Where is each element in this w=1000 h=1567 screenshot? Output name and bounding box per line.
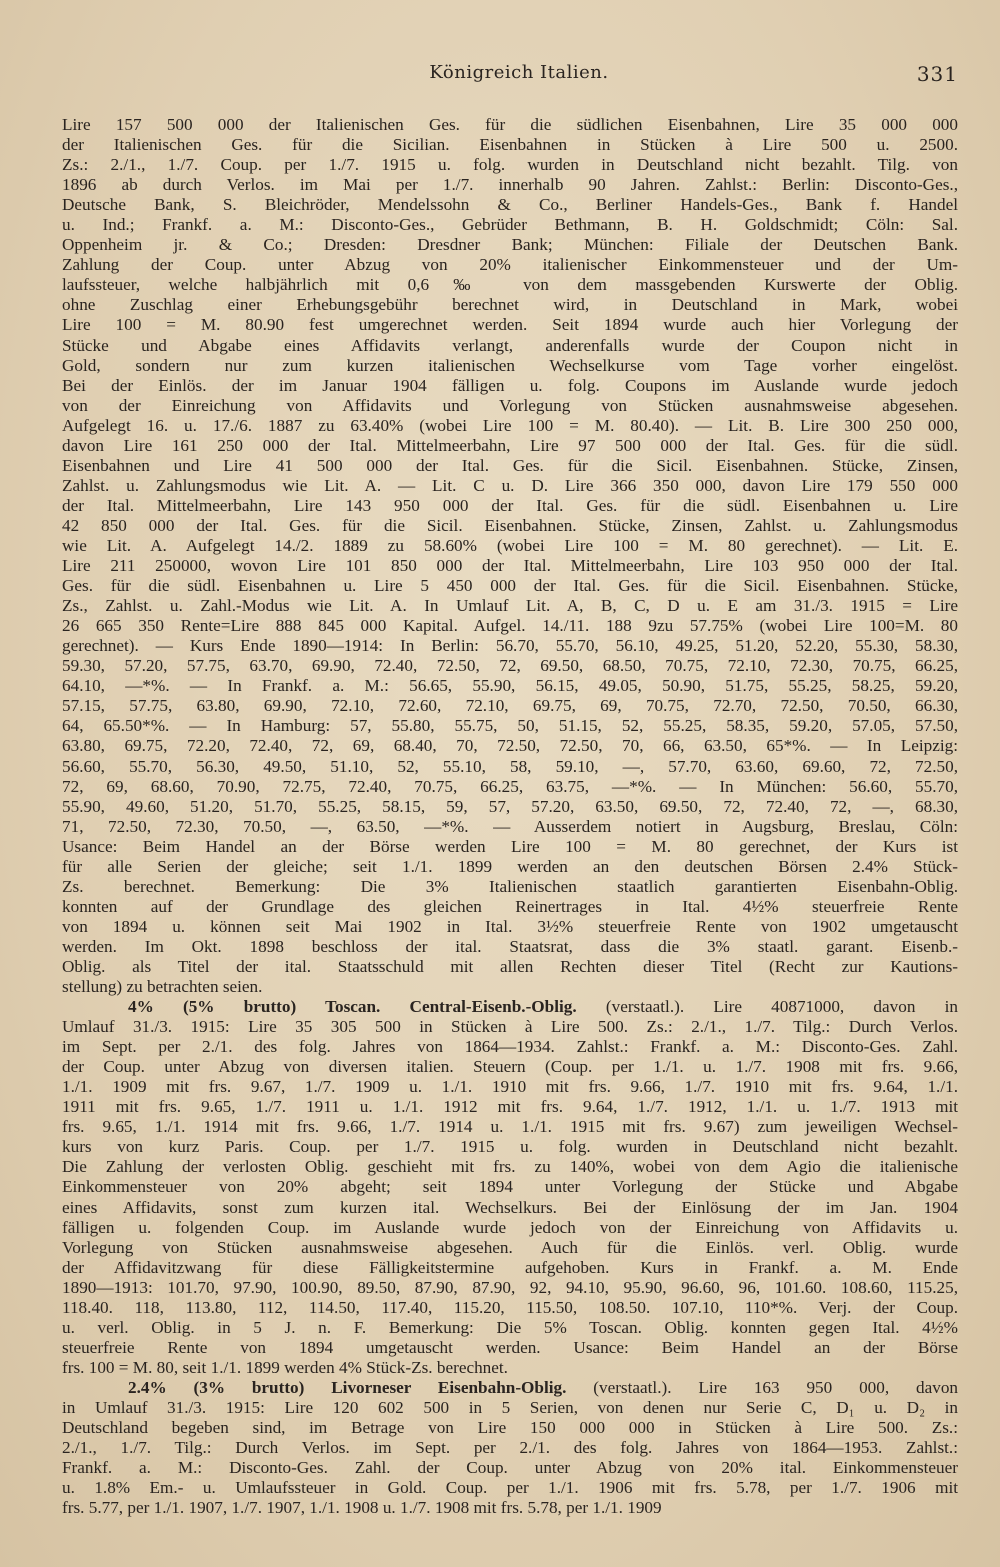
text-line: 64.10, —*%. — In Frankf. a. M.: 56.65, 55.90, 56.15, 49.05, 50.90, 51.75, 55.25, 58.25, 59.20, — [62, 676, 958, 696]
text-line: 63.80, 69.75, 72.20, 72.40, 72, 69, 68.40, 70, 72.50, 72.50, 70, 66, 63.50, 65*%. — In Leipzig: — [62, 736, 958, 756]
text-line: frs. 9.65, 1./1. 1914 mit frs. 9.66, 1./7. 1914 u. 1./1. 1915 mit frs. 9.67) zum jeweiligen Wechsel- — [62, 1117, 958, 1137]
running-title: Königreich Italien. — [429, 62, 609, 83]
text-line: 71, 72.50, 72.30, 70.50, —, 63.50, —*%. — Ausserdem notiert in Augsburg, Breslau, Cöln: — [62, 816, 958, 836]
text-line: Frankf. a. M.: Disconto-Ges. Zahl. der Coup. unter Abzug von 20% ital. Einkommensteuer — [62, 1458, 958, 1478]
page-number: 331 — [916, 62, 958, 86]
text-line: fälligen u. folgenden Coup. im Auslande wurde jedoch von der Einreichung von Affidavits u. — [62, 1217, 958, 1237]
text-line: 1896 ab durch Verlos. im Mai per 1./7. innerhalb 90 Jahren. Zahlst.: Berlin: Disconto-Ges., — [62, 175, 958, 195]
text-line: in Umlauf 31./3. 1915: Lire 120 602 500 in 5 Serien, von denen nur Serie C, D₁ u. D₂ in — [62, 1398, 958, 1417]
text-line: Die Zahlung der verlosten Oblig. geschieht mit frs. zu 140%, wobei von dem Agio die italienische — [62, 1157, 958, 1177]
text-line: davon Lire 161 250 000 der Ital. Mittelmeerbahn, Lire 97 500 000 der Ital. Ges. für die südl. — [62, 435, 958, 455]
text-line: Zahlung der Coup. unter Abzug von 20% italienischer Einkommensteuer und der Um- — [62, 255, 958, 275]
text-line: Vorlegung von Stücken ausnahmsweise abgesehen. Auch für die Einlös. verl. Oblig. wurde — [62, 1237, 958, 1257]
text-line: kurs von kurz Paris. Coup. per 1./7. 1915 u. folg. wurden in Deutschland nicht bezahlt. — [62, 1137, 958, 1157]
text-line: der Coup. unter Abzug von diversen italien. Steuern (Coup. per 1./1. u. 1./7. 1908 mit frs. 9.66, — [62, 1057, 958, 1077]
text-line: 118.40. 118, 113.80, 112, 114.50, 117.40, 115.20, 115.50, 108.50. 107.10, 110*%. Verj. der Coup. — [62, 1297, 958, 1317]
paragraph-toscan-central-bonds — [62, 997, 958, 1378]
text-line: Zs., Zahlst. u. Zahl.-Modus wie Lit. A. In Umlauf Lit. A, B, C, D u. E am 31./3. 1915 = Lire — [62, 596, 958, 616]
text-line: 2.4% (3% brutto) Livorneser Eisenbahn-Oblig. (verstaatl.). Lire 163 950 000, davon — [128, 1377, 959, 1397]
text-line: wie Lit. A. Aufgelegt 14./2. 1889 zu 58.60% (wobei Lire 100 = M. 80 gerechnet). — Lit. E. — [62, 535, 958, 555]
text-line: ohne Zuschlag einer Erhebungsgebühr berechnet wird, in Deutschland in Mark, wobei — [62, 295, 958, 315]
text-line: von der Einreichung von Affidavits und Vorlegung von Stücken ausnahmsweise abgesehen. — [62, 395, 958, 415]
text-line: der Affidavitzwang für diese Fälligkeitstermine aufgehoben. Kurs in Frankf. a. M. Ende — [62, 1257, 958, 1277]
text-line: Ges. für die südl. Eisenbahnen u. Lire 5 450 000 der Ital. Ges. für die Sicil. Eisenbahnen. Stücke, — [62, 576, 958, 596]
text-line: Lire 157 500 000 der Italienischen Ges. für die südlichen Eisenbahnen, Lire 35 000 000 — [62, 115, 958, 134]
text-line: frs. 5.77, per 1./1. 1907, 1./7. 1907, 1./1. 1908 u. 1./7. 1908 mit frs. 5.78, per 1./1. 1909 — [62, 1498, 662, 1518]
text-line: Deutsche Bank, S. Bleichröder, Mendelssohn & Co., Berliner Handels-Ges., Bank f. Handel — [62, 195, 958, 215]
text-line: Aufgelegt 16. u. 17./6. 1887 zu 63.40% (wobei Lire 100 = M. 80.40). — Lit. B. Lire 300 250 000, — [62, 415, 958, 435]
text-line: Bei der Einlös. der im Januar 1904 fälligen u. folg. Coupons im Auslande wurde jedoch — [62, 375, 958, 395]
text-line: frs. 100 = M. 80, seit 1./1. 1899 werden 4% Stück-Zs. berechnet. — [62, 1357, 508, 1377]
text-line: der Italienischen Ges. für die Sicilian. Eisenbahnen in Stücken à Lire 500 u. 2500. — [62, 135, 958, 155]
text-line: u. 1.8% Em.- u. Umlaufssteuer in Gold. Coup. per 1./1. 1906 mit frs. 5.78, per 1./7. 1906 mit — [62, 1478, 958, 1498]
text-line: im Sept. per 2./1. des folg. Jahres von 1864—1934. Zahlst.: Frankf. a. M.: Disconto-Ges. Zahl. — [62, 1037, 958, 1057]
text-line: stellung) zu betrachten seien. — [62, 977, 263, 997]
text-line: Lire 211 250000, wovon Lire 101 850 000 der Ital. Mittelmeerbahn, Lire 103 950 000 der Ital. — [62, 556, 958, 576]
text-line: für alle Serien der gleiche; seit 1./1. 1899 werden an den deutschen Börsen 2.4% Stück- — [62, 856, 958, 876]
text-line: Umlauf 31./3. 1915: Lire 35 305 500 in Stücken à Lire 500. Zs.: 2./1., 1./7. Tilg.: Durch Verlos. — [62, 1017, 958, 1037]
text-line: 42 850 000 der Ital. Ges. für die Sicil. Eisenbahnen. Stücke, Zinsen, Zahlst. u. Zahlungsmodus — [62, 515, 958, 535]
bond-heading: 2.4% (3% brutto) Livorneser Eisenbahn-Oblig. — [128, 1377, 567, 1397]
text-line: Einkommensteuer von 20% abgeht; seit 1894 unter Vorlegung der Stücke und Abgabe — [62, 1177, 958, 1197]
text-line: 56.60, 55.70, 56.30, 49.50, 51.10, 52, 55.10, 58, 59.10, —, 57.70, 63.60, 69.60, 72, 72.50, — [62, 756, 958, 776]
text-line: Gold, sondern nur zum kurzen italienischen Wechselkurse vom Tage vorher eingelöst. — [62, 355, 958, 375]
text-line: gerechnet). — Kurs Ende 1890—1914: In Berlin: 56.70, 55.70, 56.10, 49.25, 51.20, 52.20, 55.30, 58.30, — [62, 636, 958, 656]
paragraph-livorneser-bonds — [62, 1378, 958, 1518]
text-line: steuerfreie Rente von 1894 umgetauscht werden. Usance: Beim Handel an der Börse — [62, 1337, 958, 1357]
text-line: 64, 65.50*%. — In Hamburg: 57, 55.80, 55.75, 50, 51.15, 52, 55.25, 58.35, 59.20, 57.05, 57.50, — [62, 716, 958, 736]
text-line: 72, 69, 68.60, 70.90, 72.75, 72.40, 70.75, 66.25, 63.75, —*%. — In München: 56.60, 55.70, — [62, 776, 958, 796]
text-line: u. Ind.; Frankf. a. M.: Disconto-Ges., Gebrüder Bethmann, B. H. Goldschmidt; Cöln: Sal. — [62, 215, 958, 235]
text-line: der Ital. Mittelmeerbahn, Lire 143 950 000 der Ital. Ges. für die südl. Eisenbahnen u. Lire — [62, 495, 958, 515]
text-line: Oblig. als Titel der ital. Staatsschuld mit allen Rechten dieser Titel (Recht zur Kautions- — [62, 956, 958, 976]
body-text — [62, 115, 958, 1518]
text-line: werden. Im Okt. 1898 beschloss der ital. Staatsrat, dass die 3% staatl. garant. Eisenb.- — [62, 936, 958, 956]
text-line: Zs. berechnet. Bemerkung: Die 3% Italienischen staatlich garantierten Eisenbahn-Oblig. — [62, 876, 958, 896]
text-line: Zs.: 2./1., 1./7. Coup. per 1./7. 1915 u. folg. wurden in Deutschland nicht bezahlt. Tilg. von — [62, 155, 958, 175]
text-line: 2./1., 1./7. Tilg.: Durch Verlos. im Sept. per 2./1. des folg. Jahres von 1864—1953. Zahlst.: — [62, 1438, 958, 1458]
page-header — [60, 62, 958, 90]
bond-heading: 4% (5% brutto) Toscan. Central-Eisenb.-Oblig. — [128, 997, 577, 1017]
text-line: laufssteuer, welche halbjährlich mit 0,6‰ von dem massgebenden Kurswerte der Oblig. — [62, 275, 958, 295]
text-line: 1./1. 1909 mit frs. 9.67, 1./7. 1909 u. 1./1. 1910 mit frs. 9.66, 1./7. 1910 mit frs. 9.64, 1./1. — [62, 1077, 958, 1097]
text-line: 1911 mit frs. 9.65, 1./7. 1911 u. 1./1. 1912 mit frs. 9.64, 1./7. 1912, 1./1. u. 1./7. 1913 mit — [62, 1097, 958, 1117]
text-line: u. verl. Oblig. in 5 J. n. F. Bemerkung: Die 5% Toscan. Oblig. konnten gegen Ital. 4½% — [62, 1317, 958, 1337]
paragraph-italian-railway-bonds — [62, 115, 958, 997]
text-line: Stücke und Abgabe eines Affidavits verlangt, anderenfalls wurde der Coupon nicht in — [62, 335, 958, 355]
text-line: 57.15, 57.75, 63.80, 69.90, 72.10, 72.60, 72.10, 69.75, 69, 70.75, 72.70, 72.50, 70.50, 66.30, — [62, 696, 958, 716]
text-line: von 1894 u. können seit Mai 1902 in Ital. 3½% steuerfreie Rente von 1902 umgetauscht — [62, 916, 958, 936]
text-line: konnten auf der Grundlage des gleichen Reinertrages in Ital. 4½% steuerfreie Rente — [62, 896, 958, 916]
text-line: 55.90, 49.60, 51.20, 51.70, 55.25, 58.15, 59, 57, 57.20, 63.50, 69.50, 72, 72.40, 72, —, 68.30, — [62, 796, 958, 816]
text-line: Oppenheim jr. & Co.; Dresden: Dresdner Bank; München: Filiale der Deutschen Bank. — [62, 235, 958, 255]
text-line: 59.30, 57.20, 57.75, 63.70, 69.90, 72.40, 72.50, 72, 69.50, 68.50, 70.75, 72.10, 72.30, 70.75, 66.25, — [62, 656, 958, 676]
text-line: Usance: Beim Handel an der Börse werden Lire 100 = M. 80 gerechnet, der Kurs ist — [62, 836, 958, 856]
text-line: Zahlst. u. Zahlungsmodus wie Lit. A. — Lit. C u. D. Lire 366 350 000, davon Lire 179 550 000 — [62, 475, 958, 495]
text-line: 1890—1913: 101.70, 97.90, 100.90, 89.50, 87.90, 87.90, 92, 94.10, 95.90, 96.60, 96, 101.60. 108.60, 115.25, — [62, 1277, 958, 1297]
text-line: Deutschland begeben sind, im Betrage von Lire 150 000 000 in Stücken à Lire 500. Zs.: — [62, 1418, 958, 1438]
text-line: Eisenbahnen und Lire 41 500 000 der Ital. Ges. für die Sicil. Eisenbahnen. Stücke, Zinsen, — [62, 455, 958, 475]
text-line: 26 665 350 Rente=Lire 888 845 000 Kapital. Aufgel. 14./11. 188 9zu 57.75% (wobei Lire 100=M. 80 — [62, 616, 958, 636]
text-line: Lire 100 = M. 80.90 fest umgerechnet werden. Seit 1894 wurde auch hier Vorlegung der — [62, 315, 958, 335]
text-line: 4% (5% brutto) Toscan. Central-Eisenb.-Oblig. (verstaatl.). Lire 40871000, davon in — [128, 997, 959, 1017]
text-line: eines Affidavits, sonst zum kurzen ital. Wechselkurs. Bei der Einlösung der im Jan. 1904 — [62, 1197, 958, 1217]
